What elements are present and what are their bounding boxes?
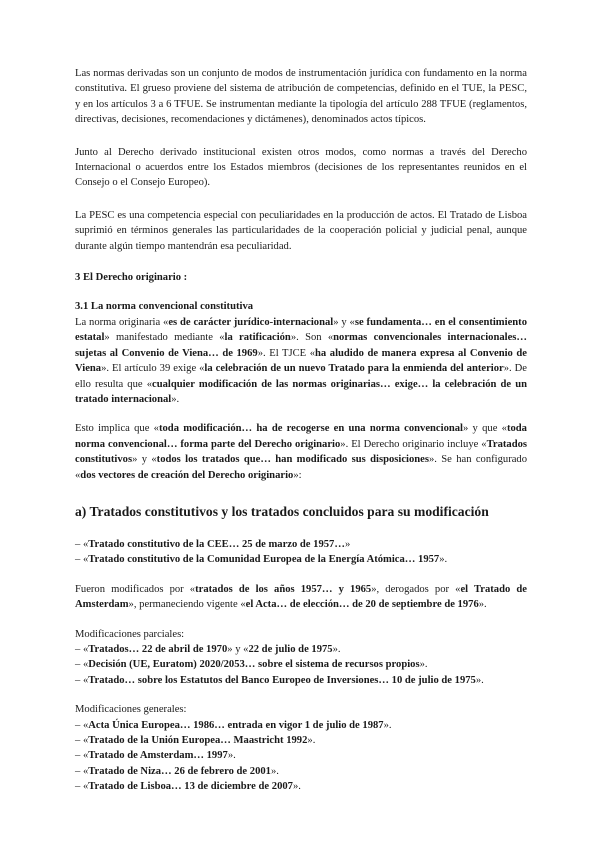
list-item: – «Decisión (UE, Euratom) 2020/2053… sobre el sistema de recursos propios». xyxy=(75,659,428,671)
list-tratados-constitutivos xyxy=(75,537,527,568)
paragraph-normas-derivadas: Las normas derivadas son un conjunto de modos de instrumentación jurídica con fundamento en la norma constitutiva. El grueso proviene del sistema de atribución de competencias, definido en el TUE, la PESC, y en los artículos 3 a 6 TFUE. Se instrumentan mediante la tipología del artículo 288 TFUE (reglamentos, directivas, decisiones, recomendaciones y dictámenes), denominados actos típicos. xyxy=(75,68,527,126)
subsection-heading-norma-convencional: 3.1 La norma convencional constitutiva xyxy=(75,301,254,313)
list-item: – «Tratado de Amsterdam… 1997». xyxy=(75,750,236,762)
paragraph-norma-originaria: La norma originaria «es de carácter jurídico-internacional» y «se fundamenta… en el consentimiento estatal» manifestado mediante «la ratificación». Son «normas convencionales internacionales… sujetas al Convenio de Viena… de 1969». El TJCE «ha aludido de manera expresa al Convenio de Viena». El artículo 39 exige «la celebración de un nuevo Tratado para la enmienda del anterior». De ello resulta que «cualquier modificación de las normas originarias… exige… la celebración de un tratado internacional». xyxy=(75,316,528,405)
list-item: – «Tratado constitutivo de la CEE… 25 de marzo de 1957…» xyxy=(75,538,351,550)
list-item: – «Tratado de la Unión Europea… Maastricht 1992». xyxy=(75,735,316,746)
list-item: – «Tratado de Niza… 26 de febrero de 2001». xyxy=(75,765,279,777)
list-item: – «Tratado de Lisboa… 13 de diciembre de 2007». xyxy=(75,781,301,793)
list-modificaciones-parciales xyxy=(75,627,527,689)
section-heading-derecho-originario: 3 El Derecho originario : xyxy=(75,272,188,284)
paragraph-modificados: Fueron modificados por «tratados de los años 1957… y 1965», derogados por «el Tratado de Amsterdam», permaneciendo vigente «el Acta… de elección… de 20 de septiembre de 1976». xyxy=(75,583,527,611)
list-item: – «Tratado… sobre los Estatutos del Banco Europeo de Inversiones… 10 de julio de 1975». xyxy=(75,674,484,686)
document-page xyxy=(75,66,527,795)
paragraph-pesc: La PESC es una competencia especial con peculiaridades en la producción de actos. El Tratado de Lisboa suprimió en términos generales las particularidades de la cooperación policial y judicial penal, aunque durante algún tiempo mantendrán esa peculiaridad. xyxy=(75,209,527,252)
paragraph-implicaciones: Esto implica que «toda modificación… ha de recogerse en una norma convencional» y que «toda norma convencional… forma parte del Derecho originario». El Derecho originario incluye «Tratados constitutivos» y «todos los tratados que… han modificado sus disposiciones». Se han configurado «dos vectores de creación del Derecho originario»: xyxy=(75,423,528,481)
list-label-generales: Modificaciones generales: xyxy=(75,704,187,716)
paragraph-derecho-derivado: Junto al Derecho derivado institucional existen otros modos, como normas a través del Derecho Internacional o acuerdos entre los Estados miembros (decisiones de los representantes reunidos en el Consejo o el Consejo Europeo). xyxy=(75,146,527,189)
list-item: – «Acta Única Europea… 1986… entrada en vigor 1 de julio de 1987». xyxy=(75,719,392,731)
list-label-parciales: Modificaciones parciales: xyxy=(75,628,185,640)
list-item: – «Tratado constitutivo de la Comunidad Europea de la Energía Atómica… 1957». xyxy=(75,554,448,566)
list-modificaciones-generales xyxy=(75,702,527,794)
list-item: – «Tratados… 22 de abril de 1970» y «22 de julio de 1975». xyxy=(75,643,341,655)
heading-tratados-constitutivos: a) Tratados constitutivos y los tratados concluidos para su modificación xyxy=(75,503,489,519)
